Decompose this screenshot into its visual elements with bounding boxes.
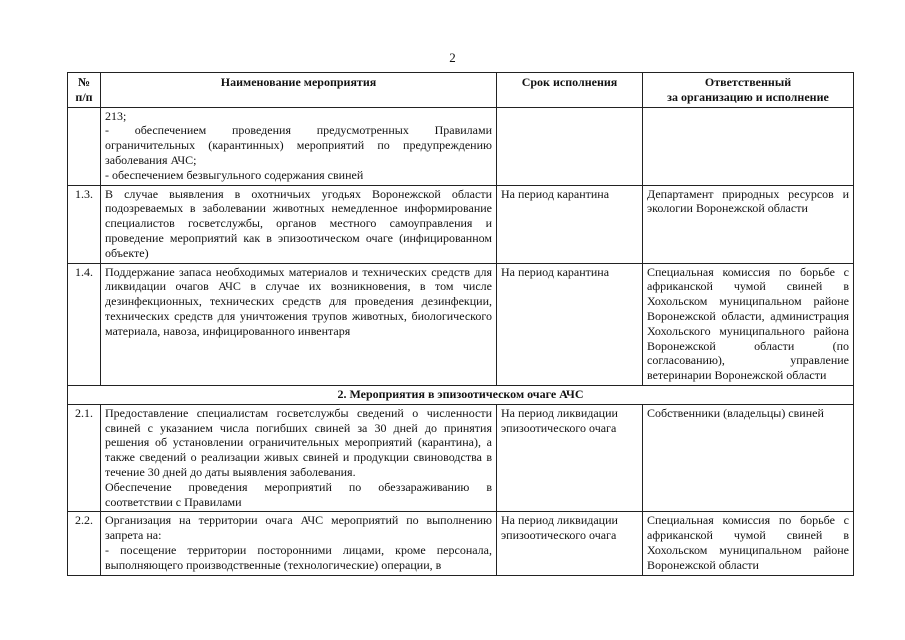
paragraph: - обеспечением проведения предусмотренных Правилами ограничительных (карантинных) мероприятий по предупреждению заболевания АЧС; <box>105 123 492 167</box>
row-measure <box>101 512 497 575</box>
header-num: № п/п <box>68 73 101 108</box>
section-title: 2. Мероприятия в эпизоотическом очаге АЧС <box>68 385 854 404</box>
table-header-row <box>68 73 854 108</box>
row-responsible: Специальная комиссия по борьбе с африканской чумой свиней в Хохольском муниципальном районе Воронежской области, администрация Хохольского муниципального района Воронежской области (по согласованию), управление ветеринарии Воронежской области <box>643 263 854 385</box>
row-measure <box>101 404 497 512</box>
table-row <box>68 185 854 263</box>
table-row <box>68 263 854 385</box>
row-responsible: Собственники (владельцы) свиней <box>643 404 854 512</box>
row-measure: В случае выявления в охотничьих угодьях Воронежской области подозреваемых в заболевании животных немедленное информирование специалистов госветслужбы, органов местного самоуправления и проведение мероприятий как в эпизоотическом очаге (инфицированном объекте) <box>101 185 497 263</box>
header-name: Наименование мероприятия <box>101 73 497 108</box>
row-term: На период ликвидации эпизоотического очага <box>497 404 643 512</box>
row-number: 1.4. <box>68 263 101 385</box>
paragraph: - посещение территории посторонними лицами, кроме персонала, выполняющего производственные (технологические) операции, в <box>105 542 492 572</box>
header-term: Срок исполнения <box>497 73 643 108</box>
row-responsible: Департамент природных ресурсов и экологии Воронежской области <box>643 185 854 263</box>
table-row <box>68 404 854 512</box>
row-number <box>68 107 101 185</box>
row-measure: Поддержание запаса необходимых материалов и технических средств для ликвидации очагов АЧС в случае их возникновения, в том числе дезинфекционных, технических средств для проведения дезинфекции, технических средств для уничтожения трупов животных, биологического материала, навоза, инфицированного инвентаря <box>101 263 497 385</box>
row-number: 2.2. <box>68 512 101 575</box>
section-row <box>68 385 854 404</box>
measures-table <box>67 72 854 576</box>
row-term: На период карантина <box>497 185 643 263</box>
row-term: На период ликвидации эпизоотического очага <box>497 512 643 575</box>
row-measure <box>101 107 497 185</box>
paragraph: Организация на территории очага АЧС мероприятий по выполнению запрета на: <box>105 513 492 543</box>
paragraph: Предоставление специалистам госветслужбы сведений о численности свиней с указанием числа погибших свиней за 30 дней до принятия решения об установлении ограничительных мероприятий (карантина), а также сведений о реализации живых свиней и продукции свиноводства в течение 30 дней до даты выявления заболевания. <box>105 405 492 479</box>
paragraph: 213; <box>105 108 127 123</box>
header-resp: Ответственный за организацию и исполнение <box>643 73 854 108</box>
paragraph: Обеспечение проведения мероприятий по обеззараживанию в соответствии с Правилами <box>105 479 492 509</box>
row-number: 1.3. <box>68 185 101 263</box>
paragraph: - обеспечением безвыгульного содержания свиней <box>105 167 364 182</box>
page-number: 2 <box>449 50 456 65</box>
row-responsible: Специальная комиссия по борьбе с африканской чумой свиней в Хохольском муниципальном районе Воронежской области <box>643 512 854 575</box>
row-term <box>497 107 643 185</box>
row-term: На период карантина <box>497 263 643 385</box>
table-row <box>68 107 854 185</box>
table-row <box>68 512 854 575</box>
row-number: 2.1. <box>68 404 101 512</box>
row-responsible <box>643 107 854 185</box>
